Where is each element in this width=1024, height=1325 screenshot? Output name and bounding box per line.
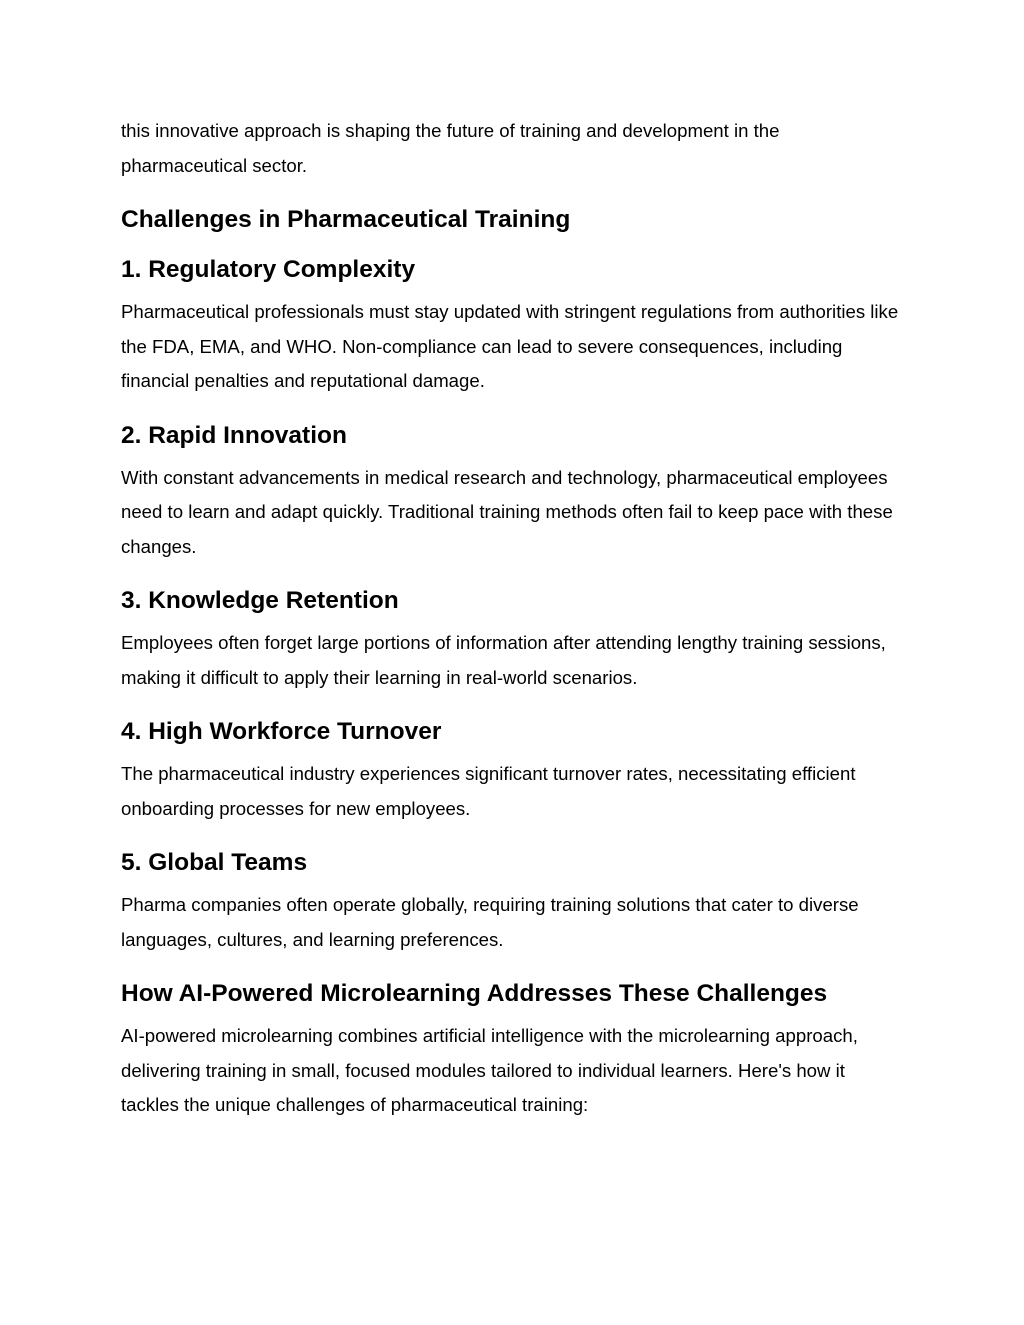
challenge-5-body: Pharma companies often operate globally, requiring training solutions that cater to diverse languages, cultures, and learning preferences. bbox=[121, 894, 859, 950]
challenge-1-body: Pharmaceutical professionals must stay updated with stringent regulations from authorities like the FDA, EMA, and WHO. Non-compliance can lead to severe consequences, including financial penalties and reputational damage. bbox=[121, 301, 899, 391]
challenge-2-body: With constant advancements in medical research and technology, pharmaceutical employees need to learn and adapt quickly. Traditional training methods often fail to keep pace with these changes. bbox=[121, 466, 893, 557]
challenge-2-heading: 2. Rapid Innovation bbox=[121, 421, 347, 449]
solution-body: AI-powered microlearning combines artificial intelligence with the microlearning approach, delivering training in small, focused modules tailored to individual learners. Here's how it tackles the unique challenges of pharmaceutical training: bbox=[121, 1025, 858, 1115]
challenge-3-heading: 3. Knowledge Retention bbox=[121, 587, 399, 614]
challenge-4-heading: 4. High Workforce Turnover bbox=[121, 718, 442, 745]
solution-heading: How AI-Powered Microlearning Addresses These Challenges bbox=[121, 980, 828, 1007]
challenge-1-heading: 1. Regulatory Complexity bbox=[121, 256, 416, 283]
challenge-5-heading: 5. Global Teams bbox=[121, 849, 308, 876]
challenge-3-body: Employees often forget large portions of information after attending lengthy training sessions, making it difficult to apply their learning in real-world scenarios. bbox=[121, 632, 886, 688]
challenges-heading: Challenges in Pharmaceutical Training bbox=[121, 206, 571, 233]
intro-paragraph: this innovative approach is shaping the future of training and development in the pharmaceutical sector. bbox=[121, 120, 780, 176]
document-page bbox=[121, 114, 901, 1123]
challenge-4-body: The pharmaceutical industry experiences significant turnover rates, necessitating efficient onboarding processes for new employees. bbox=[121, 763, 856, 819]
